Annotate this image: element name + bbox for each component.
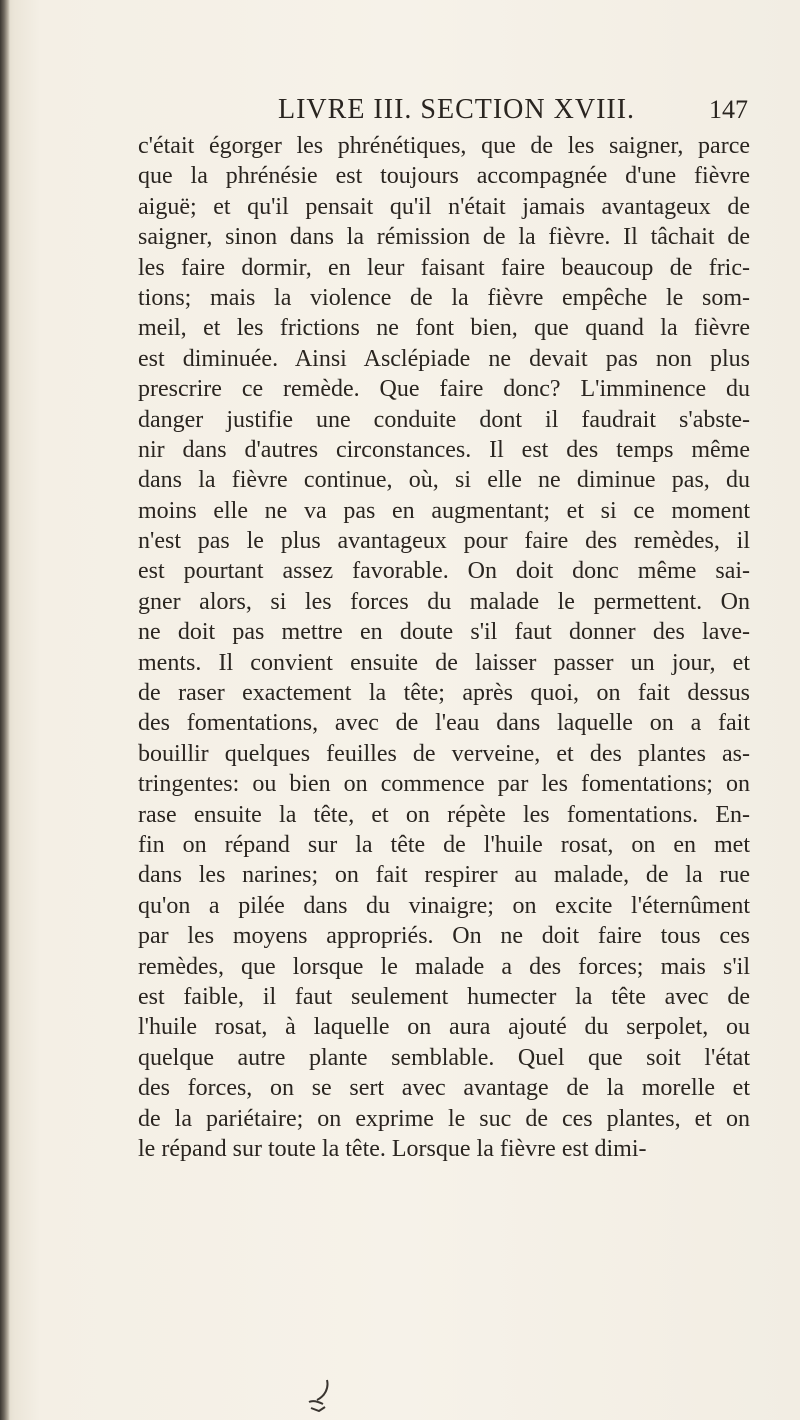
- body-text: [138, 131, 750, 1164]
- text-line: aiguë; et qu'il pensait qu'il n'était jamais avantageux de: [138, 193, 750, 220]
- text-line: est diminuée. Ainsi Asclépiade ne devait pas non plus: [138, 345, 750, 372]
- text-line: remèdes, que lorsque le malade a des forces; mais s'il: [138, 953, 750, 980]
- text-line: par les moyens appropriés. On ne doit faire tous ces: [138, 923, 750, 950]
- running-head: [278, 92, 748, 128]
- text-line: fin on répand sur la tête de l'huile rosat, on en met: [138, 831, 750, 858]
- text-line: l'huile rosat, à laquelle on aura ajouté du serpolet, ou: [138, 1014, 750, 1041]
- text-line: bouillir quelques feuilles de verveine, et des plantes as-: [138, 740, 750, 767]
- text-line: qu'on a pilée dans du vinaigre; on excite l'éternûment: [138, 892, 750, 919]
- text-line: dans les narines; on fait respirer au malade, de la rue: [138, 862, 750, 889]
- page-number: 147: [709, 95, 748, 124]
- text-line: tringentes: ou bien on commence par les fomentations; on: [138, 771, 750, 798]
- binding-edge: [0, 0, 10, 1420]
- text-line: prescrire ce remède. Que faire donc? L'imminence du: [138, 376, 750, 403]
- text-line: saigner, sinon dans la rémission de la fièvre. Il tâchait de: [138, 224, 750, 251]
- text-line: de la pariétaire; on exprime le suc de ces plantes, et on: [138, 1105, 750, 1132]
- text-line: c'était égorger les phrénétiques, que de les saigner, parce: [138, 133, 750, 159]
- text-line: nir dans d'autres circonstances. Il est des temps même: [138, 436, 750, 463]
- text-line: est faible, il faut seulement humecter la tête avec de: [138, 983, 750, 1010]
- text-line: des forces, on se sert avec avantage de la morelle et: [138, 1075, 750, 1102]
- text-line: le répand sur toute la tête. Lorsque la fièvre est dimi-: [138, 1135, 647, 1162]
- text-line: gner alors, si les forces du malade le permettent. On: [138, 588, 750, 615]
- text-line: ne doit pas mettre en doute s'il faut donner des lave-: [138, 619, 750, 646]
- text-line: ments. Il convient ensuite de laisser passer un jour, et: [138, 649, 750, 676]
- running-head-title: LIVRE III. SECTION XVIII.: [278, 94, 636, 125]
- text-line: est pourtant assez favorable. On doit donc même sai-: [138, 558, 750, 585]
- ink-smudge-mark: [305, 1378, 335, 1412]
- text-line: tions; mais la violence de la fièvre empêche le som-: [138, 284, 750, 311]
- text-line: rase ensuite la tête, et on répète les fomentations. En-: [138, 801, 750, 828]
- text-line: les faire dormir, en leur faisant faire beaucoup de fric-: [138, 254, 750, 281]
- text-line: quelque autre plante semblable. Quel que soit l'état: [138, 1044, 750, 1071]
- text-line: que la phrénésie est toujours accompagnée d'une fièvre: [138, 163, 750, 190]
- text-line: danger justifie une conduite dont il faudrait s'abste-: [138, 406, 750, 433]
- text-line: moins elle ne va pas en augmentant; et si ce moment: [138, 497, 750, 524]
- text-line: de raser exactement la tête; après quoi, on fait dessus: [138, 680, 750, 707]
- text-line: dans la fièvre continue, où, si elle ne diminue pas, du: [138, 467, 750, 494]
- text-line: des fomentations, avec de l'eau dans laquelle on a fait: [138, 710, 750, 737]
- text-line: meil, et les frictions ne font bien, que quand la fièvre: [138, 315, 750, 342]
- text-line: n'est pas le plus avantageux pour faire des remèdes, il: [138, 528, 750, 555]
